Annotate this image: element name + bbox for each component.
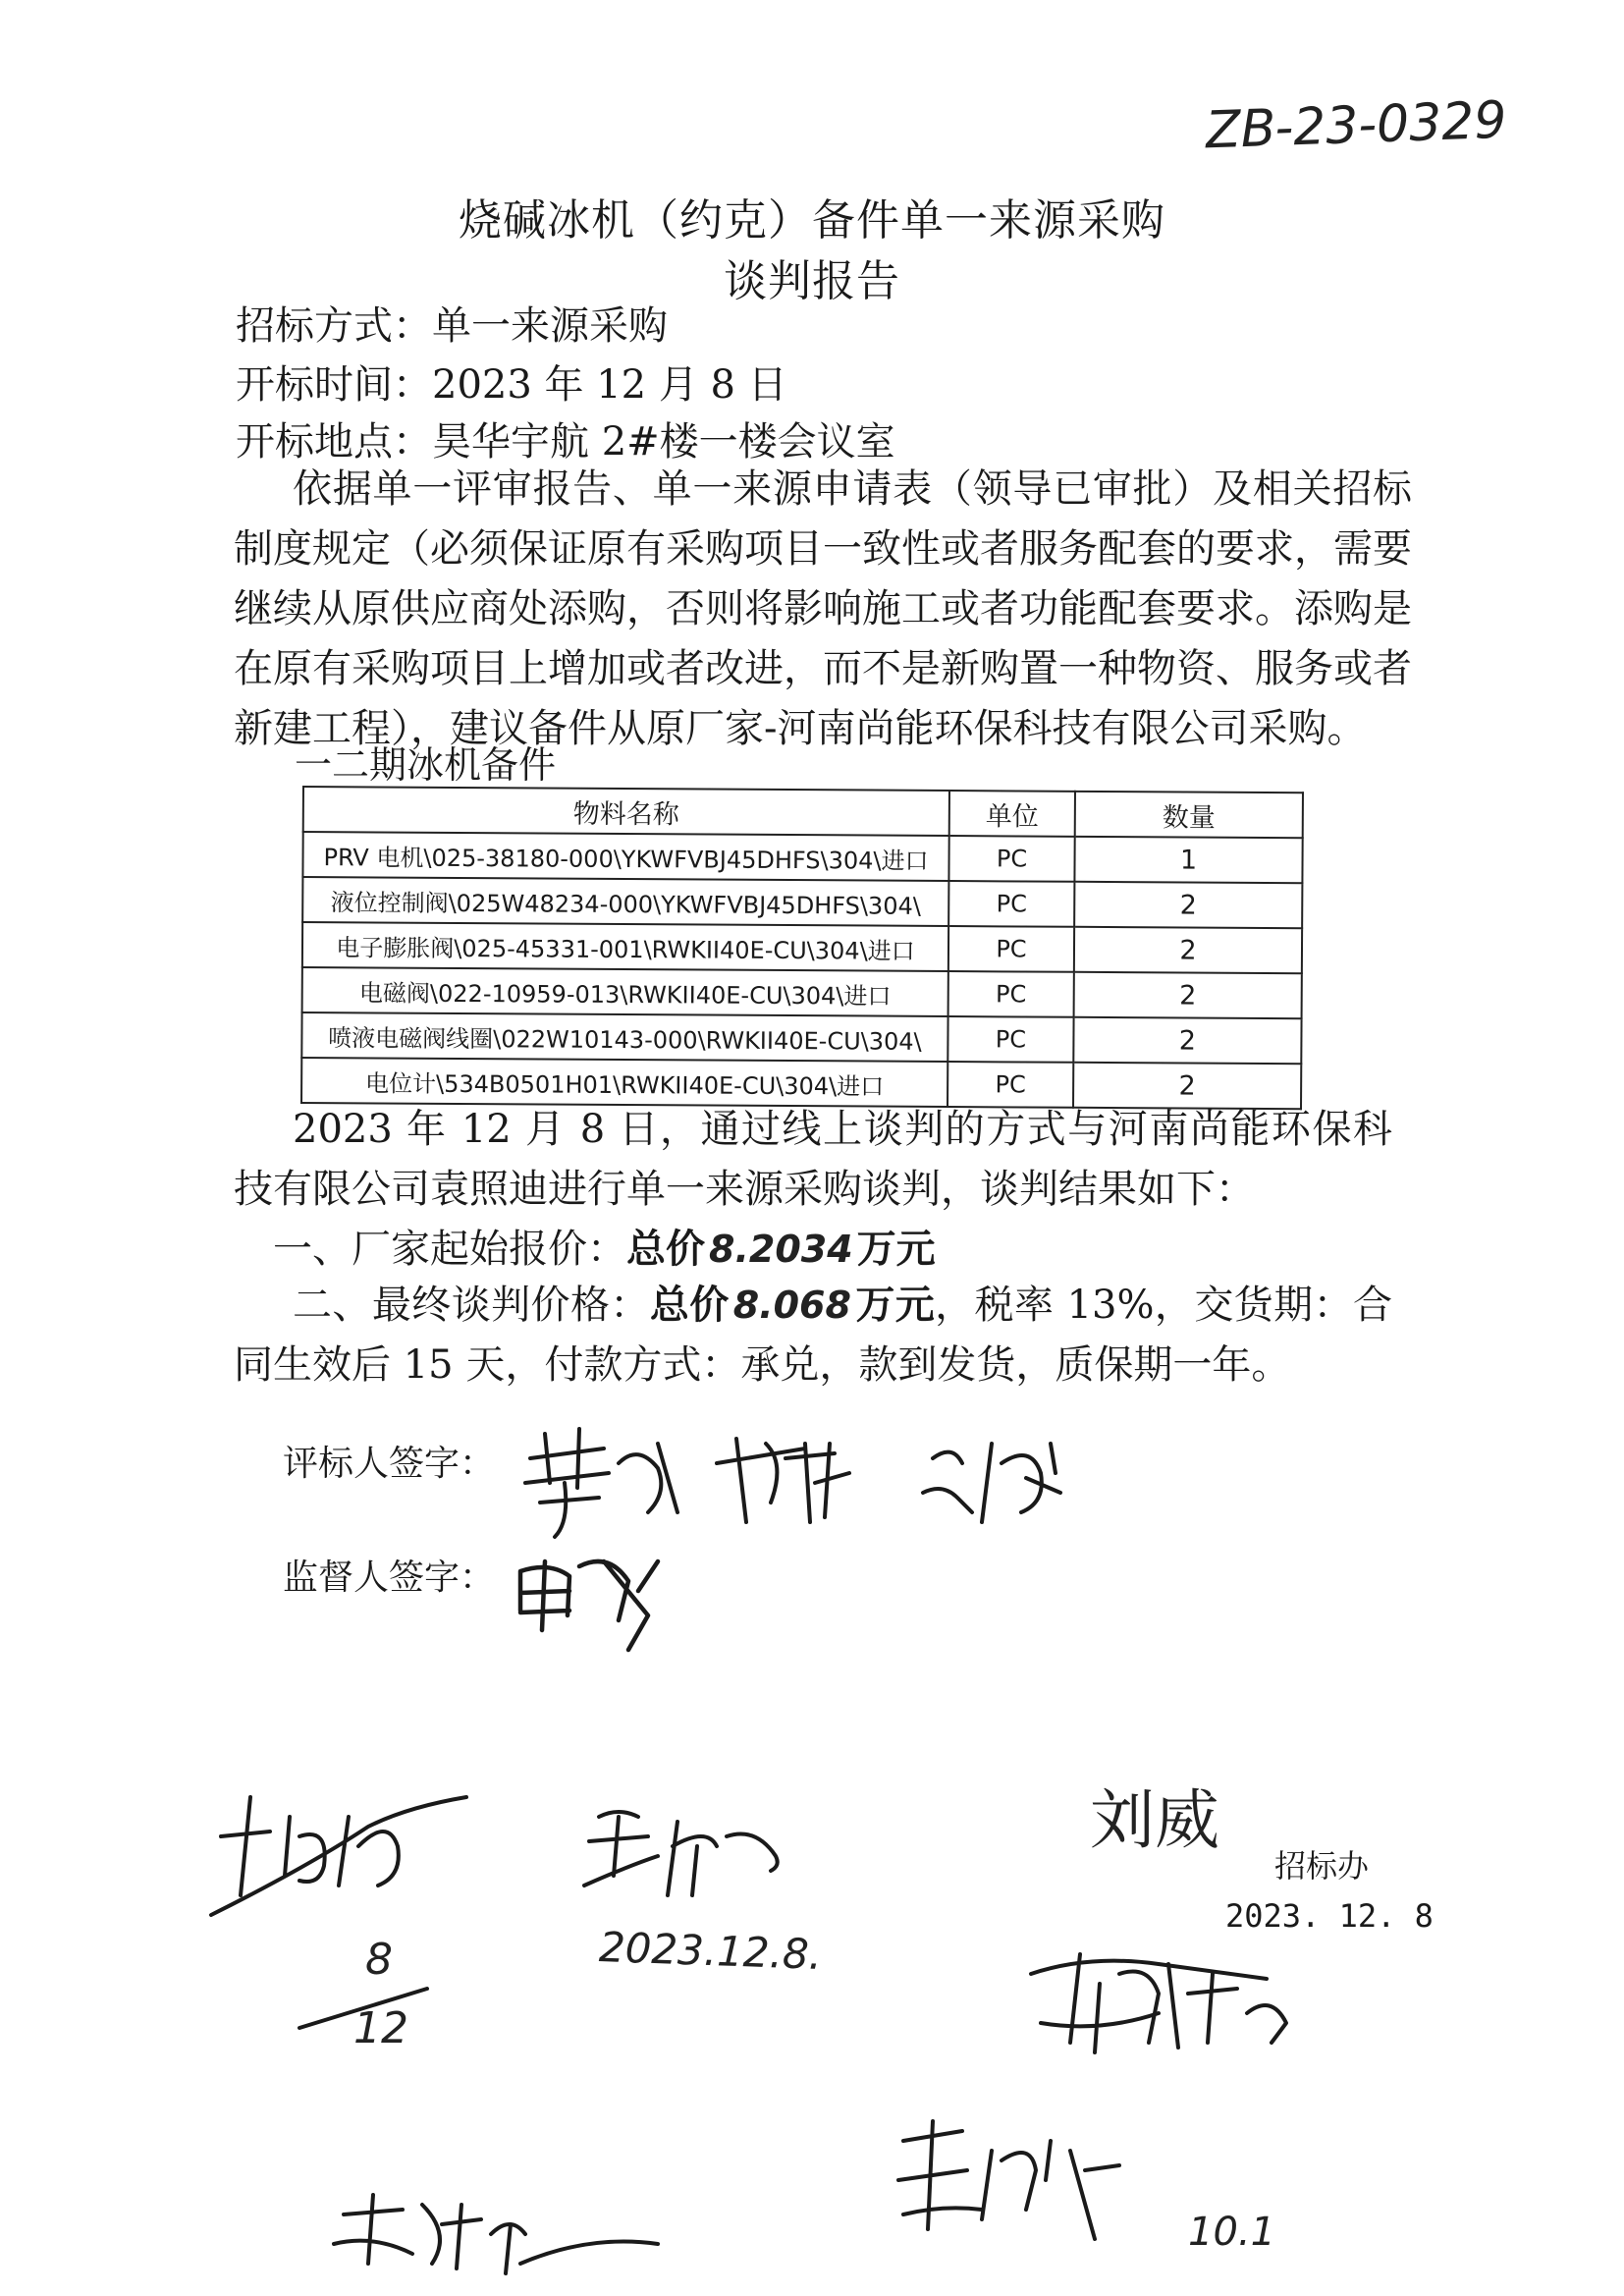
document-number: ZB-23-0329 — [1205, 90, 1508, 161]
header-material-name: 物料名称 — [303, 787, 949, 836]
table-caption: 一二期冰机备件 — [295, 743, 557, 787]
handwritten-signature-3 — [1021, 1935, 1316, 2062]
materials-table — [300, 786, 1304, 1110]
initial-quote-prefix: 总价 — [626, 1226, 705, 1272]
supervisor-signature — [511, 1532, 668, 1660]
bid-method-value: 单一来源采购 — [432, 303, 668, 349]
material-name: 电位计\534B0501H01\RWKII40E-CU\304\进口 — [301, 1058, 947, 1107]
negotiation-paragraph — [234, 1100, 1392, 1220]
tender-office-date: 2023. 12. 8 — [1225, 1897, 1434, 1935]
material-unit: PC — [947, 1062, 1073, 1108]
material-quantity: 2 — [1074, 882, 1302, 928]
evaluator-signatures — [511, 1404, 1119, 1552]
document-title: 烧碱冰机（约克）备件单一来源采购 — [459, 195, 1165, 246]
document-subtitle: 谈判报告 — [724, 256, 900, 306]
bid-method-line — [236, 295, 668, 351]
negotiation-text: 2023 年 12 月 8 日，通过线上谈判的方式与河南尚能环保科技有限公司袁照迪进行单一来源采购谈判，谈判结果如下： — [234, 1107, 1392, 1212]
bid-place-line — [236, 410, 895, 466]
handwritten-signature-4 — [314, 2175, 668, 2283]
basis-text: 依据单一评审报告、单一来源申请表（领导已审批）及相关招标制度规定（必须保证原有采购项目一致性或者服务配套的要求，需要继续从原供应商处添购，否则将影响施工或者功能配套要求。添购是在原有采购项目上增加或者改进，而不是新购置一种物资、服务或者新建工程），建议备件从原厂家-河南尚能环保科技有限公司采购。 — [234, 466, 1412, 751]
initial-quote-suffix: 万元 — [856, 1226, 936, 1272]
tender-office-name: 招标办 — [1274, 1847, 1370, 1885]
header-quantity: 数量 — [1075, 792, 1303, 838]
final-price-prefix: 总价 — [649, 1282, 730, 1328]
evaluator-signature-label: 评标人签字： — [283, 1444, 496, 1484]
bid-time-value: 2023 年 12 月 8 日 — [432, 362, 787, 408]
initial-quote-label: 一、厂家起始报价： — [273, 1227, 626, 1272]
material-name: 液位控制阀\025W48234-000\YKWFVBJ45DHFS\304\ — [302, 877, 948, 926]
bid-place-label: 开标地点： — [236, 419, 432, 465]
handwritten-fraction-bottom: 12 — [353, 2003, 408, 2053]
initial-quote-amount: 8.2034 — [709, 1228, 853, 1271]
handwritten-signature-5 — [884, 2111, 1139, 2249]
table-row — [302, 832, 1302, 883]
initial-quote-line — [273, 1218, 936, 1274]
final-price-text — [234, 1275, 1392, 1395]
material-unit: PC — [947, 1016, 1073, 1063]
bid-method-label: 招标方式： — [236, 303, 432, 349]
final-price-suffix: 万元 — [854, 1282, 936, 1328]
bid-place-value: 昊华宇航 2#楼一楼会议室 — [432, 419, 895, 465]
handwritten-signature-2 — [569, 1787, 805, 1915]
material-quantity: 2 — [1074, 927, 1302, 973]
material-quantity: 2 — [1074, 972, 1302, 1018]
final-price-paragraph — [234, 1275, 1392, 1395]
final-price-terms: ，税率 13%，交货期：合同生效后 15 天，付款方式：承兑，款到发货，质保期一年。 — [234, 1283, 1393, 1388]
material-quantity: 2 — [1073, 1063, 1301, 1109]
material-name: 电磁阀\022-10959-013\RWKII40E-CU\304\进口 — [302, 967, 948, 1016]
handwritten-fraction-top: 8 — [365, 1935, 393, 1985]
signature-liu-wei: 刘威 — [1090, 1782, 1219, 1858]
material-name: 电子膨胀阀\025-45331-001\RWKII40E-CU\304\进口 — [302, 922, 948, 971]
material-quantity: 2 — [1073, 1017, 1301, 1064]
material-quantity: 1 — [1074, 837, 1302, 883]
bid-time-label: 开标时间： — [236, 362, 432, 408]
table-row — [302, 922, 1302, 973]
table-header-row — [303, 787, 1303, 838]
basis-paragraph — [234, 460, 1412, 759]
material-unit: PC — [948, 926, 1074, 972]
material-unit: PC — [948, 836, 1074, 882]
material-name: PRV 电机\025-38180-000\YKWFVBJ45DHFS\304\进口 — [302, 832, 948, 881]
table-row — [302, 967, 1302, 1018]
material-unit: PC — [948, 881, 1074, 927]
supervisor-signature-label: 监督人签字： — [283, 1558, 496, 1598]
final-price-amount: 8.068 — [732, 1284, 851, 1327]
material-unit: PC — [948, 971, 1074, 1017]
handwritten-signature-1 — [191, 1777, 486, 1925]
material-name: 喷液电磁阀线圈\022W10143-000\RWKII40E-CU\304\ — [301, 1012, 947, 1062]
handwritten-date: 2023.12.8. — [598, 1923, 823, 1979]
table-row — [301, 1012, 1301, 1064]
table-row — [302, 877, 1302, 928]
header-unit: 单位 — [949, 791, 1075, 837]
bid-time-line — [236, 354, 787, 410]
final-price-label: 二、最终谈判价格： — [293, 1283, 650, 1328]
handwritten-number: 10.1 — [1188, 2210, 1276, 2255]
